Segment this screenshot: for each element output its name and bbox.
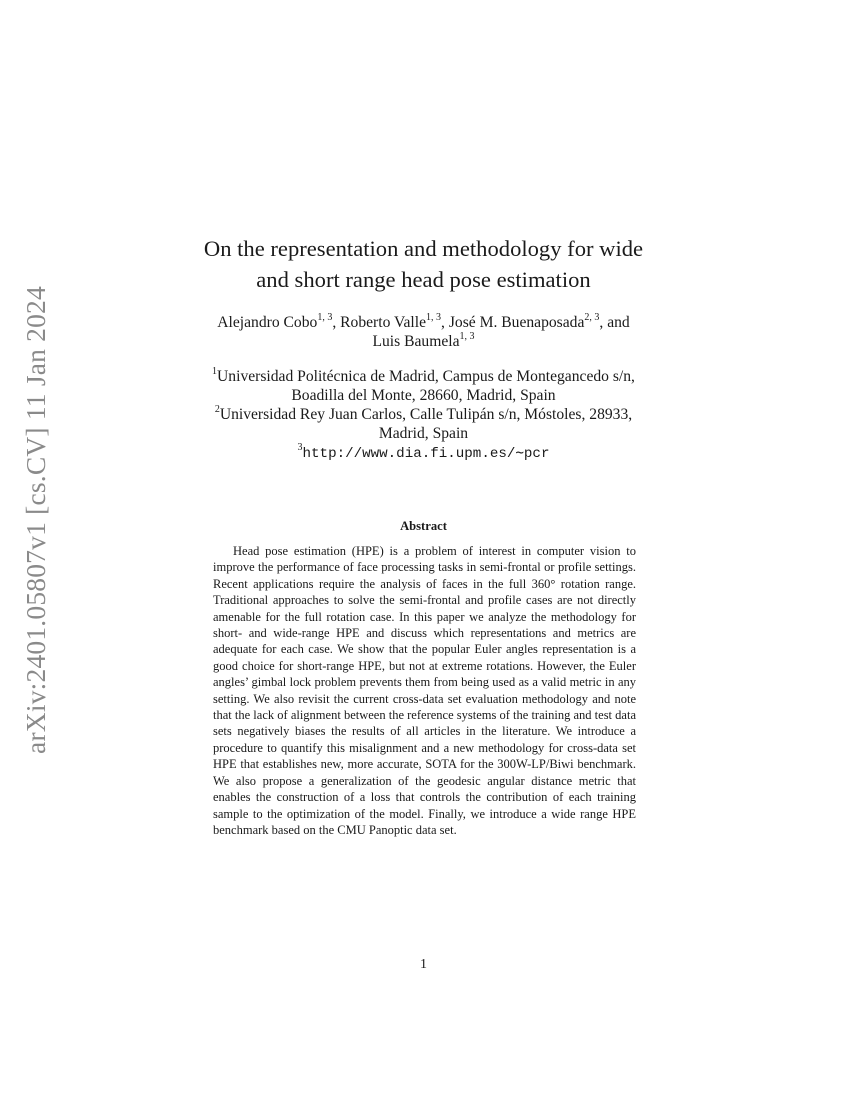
author-name: Luis Baumela <box>372 333 460 350</box>
affiliation-text: Universidad Politécnica de Madrid, Campus de Montegancedo s/n, <box>217 368 635 385</box>
author-list <box>150 313 697 351</box>
affiliation-mark: 3 <box>297 441 303 453</box>
author-name: José M. Buenaposada <box>448 314 585 331</box>
arxiv-identifier-stamp <box>18 285 54 754</box>
affiliation-mark: 2 <box>214 403 220 415</box>
author-affiliation-mark: 2, 3 <box>584 311 600 323</box>
paper-title <box>150 233 697 295</box>
affiliation-1 <box>150 367 697 386</box>
abstract-heading: Abstract <box>400 519 447 533</box>
affiliation-2-continued: Madrid, Spain <box>378 425 469 442</box>
author-name: Roberto Valle <box>340 314 427 331</box>
paper-title-line-1: On the representation and methodology for wide <box>203 236 644 261</box>
author-affiliation-mark: 1, 3 <box>459 330 475 342</box>
author-separator: , <box>332 314 341 331</box>
affiliation-mark: 1 <box>212 365 218 377</box>
page-number: 1 <box>420 957 427 972</box>
author-affiliation-mark: 1, 3 <box>317 311 333 323</box>
author-affiliation-mark: 1, 3 <box>426 311 442 323</box>
author-separator: , and <box>599 314 630 331</box>
affiliation-1-continued: Boadilla del Monte, 28660, Madrid, Spain <box>291 387 556 404</box>
author-name: Alejandro Cobo <box>217 314 318 331</box>
affiliation-list <box>150 367 697 464</box>
arxiv-identifier-text: arXiv:2401.05807v1 [cs.CV] 11 Jan 2024 <box>20 285 52 754</box>
author-separator: , <box>441 314 449 331</box>
affiliation-3 <box>150 443 697 464</box>
affiliation-2 <box>150 405 697 424</box>
group-url-link[interactable]: http://www.dia.fi.upm.es/∼pcr <box>302 446 550 462</box>
abstract-body: Head pose estimation (HPE) is a problem of interest in computer vision to improve the performance of face processing tasks in semi-frontal or profile settings. Recent applications require the analysis of faces in the full 360° rotation range. Traditional approaches to solve the semi-frontal and profile cases are not directly amenable for the full rotation case. In this paper we analyze the methodology for short- and wide-range HPE and discuss which representations and metrics are adequate for each case. We show that the popular Euler angles representation is a good choice for short-range HPE, but not at extreme rotations. However, the Euler angles’ gimbal lock problem prevents them from being used as a valid metric in any setting. We also revisit the current cross-data set evaluation methodology and note that the lack of alignment between the reference systems of the training and test data sets negatively biases the results of all articles in the literature. We introduce a procedure to quantify this misalignment and a new methodology for cross-data set HPE that establishes new, more accurate, SOTA for the 300W-LP/Biwi benchmark. We also propose a generalization of the geodesic angular distance metric that enables the construction of a loss that controls the contribution of each training sample to the optimization of the model. Finally, we introduce a wide range HPE benchmark based on the CMU Panoptic data set. <box>213 544 636 837</box>
paper-title-line-2: and short range head pose estimation <box>256 267 591 292</box>
affiliation-text: Universidad Rey Juan Carlos, Calle Tulipán s/n, Móstoles, 28933, <box>219 406 633 423</box>
